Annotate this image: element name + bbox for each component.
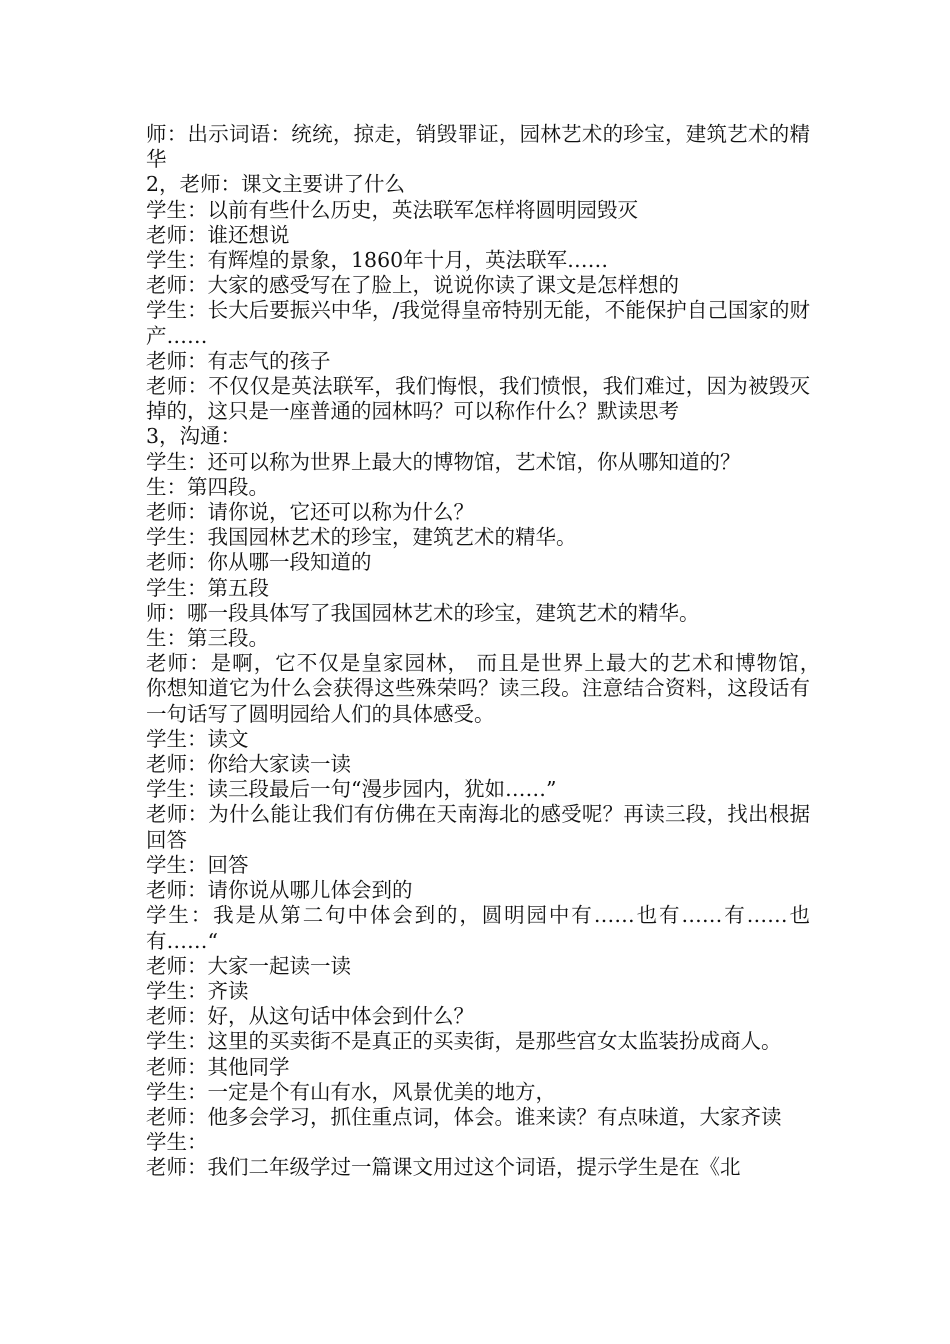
dialogue-line: 老师：好，从这句话中体会到什么？	[146, 1004, 474, 1029]
dialogue-line: 老师：请你说从哪儿体会到的	[146, 878, 413, 903]
dialogue-line: 老师：请你说，它还可以称为什么？	[146, 500, 474, 525]
dialogue-line: 学生：回答	[146, 852, 249, 877]
dialogue-line: 学生：有辉煌的景象，1860年十月，英法联军……	[146, 248, 609, 273]
dialogue-line: 师：哪一段具体写了我国园林艺术的珍宝，建筑艺术的精华。	[146, 600, 700, 625]
dialogue-line: 学生：我国园林艺术的珍宝，建筑艺术的精华。	[146, 525, 577, 550]
document-body	[146, 122, 851, 1181]
dialogue-line: 老师：不仅仅是英法联军，我们悔恨，我们愤恨，我们难过，因为被毁灭掉的，这只是一座普通的园林吗？可以称作什么？默读思考	[146, 374, 810, 424]
dialogue-line: 老师：谁还想说	[146, 222, 290, 247]
dialogue-line: 老师：我们二年级学过一篇课文用过这个词语，提示学生是在《北	[146, 1155, 741, 1180]
dialogue-line: 学生：长大后要振兴中华，/我觉得皇帝特别无能，不能保护自己国家的财产……	[146, 298, 810, 348]
dialogue-line: 学生：第五段	[146, 575, 269, 600]
dialogue-line: 学生：我是从第二句中体会到的，圆明园中有……也有……有……也有……“	[146, 903, 810, 953]
dialogue-line: 学生：读文	[146, 726, 249, 751]
dialogue-line: 生：第三段。	[146, 626, 269, 651]
dialogue-line: 老师：大家一起读一读	[146, 953, 351, 978]
dialogue-line: 学生：还可以称为世界上最大的博物馆，艺术馆，你从哪知道的？	[146, 449, 741, 474]
dialogue-line: 学生：齐读	[146, 978, 249, 1003]
dialogue-line: 老师：大家的感受写在了脸上，说说你读了课文是怎样想的	[146, 273, 679, 298]
dialogue-line: 老师：你从哪一段知道的	[146, 550, 372, 575]
dialogue-line: 3，沟通：	[146, 424, 242, 449]
dialogue-line: 学生：一定是个有山有水，风景优美的地方，	[146, 1079, 556, 1104]
dialogue-line: 学生：	[146, 1130, 208, 1155]
dialogue-line: 老师：为什么能让我们有仿佛在天南海北的感受呢？再读三段，找出根据回答	[146, 802, 810, 852]
dialogue-line: 师：出示词语：统统，掠走，销毁罪证，园林艺术的珍宝，建筑艺术的精华	[146, 122, 810, 172]
dialogue-line: 学生：以前有些什么历史，英法联军怎样将圆明园毁灭	[146, 197, 638, 222]
dialogue-line: 老师：其他同学	[146, 1054, 290, 1079]
dialogue-line: 老师：他多会学习，抓住重点词，体会。谁来读？有点味道，大家齐读	[146, 1104, 782, 1129]
dialogue-line: 2，老师：课文主要讲了什么	[146, 172, 406, 197]
dialogue-line: 学生：这里的买卖街不是真正的买卖街，是那些宫女太监装扮成商人。	[146, 1029, 782, 1054]
dialogue-line: 老师：你给大家读一读	[146, 752, 351, 777]
dialogue-line: 生：第四段。	[146, 474, 269, 499]
dialogue-line: 学生：读三段最后一句“漫步园内，犹如……”	[146, 777, 557, 802]
dialogue-line: 老师：是啊，它不仅是皇家园林， 而且是世界上最大的艺术和博物馆， 你想知道它为什么会获得这些殊荣吗？读三段。注意结合资料，这段话有一句话写了圆明园给人们的具体感受。	[146, 651, 851, 726]
dialogue-line: 老师：有志气的孩子	[146, 348, 331, 373]
